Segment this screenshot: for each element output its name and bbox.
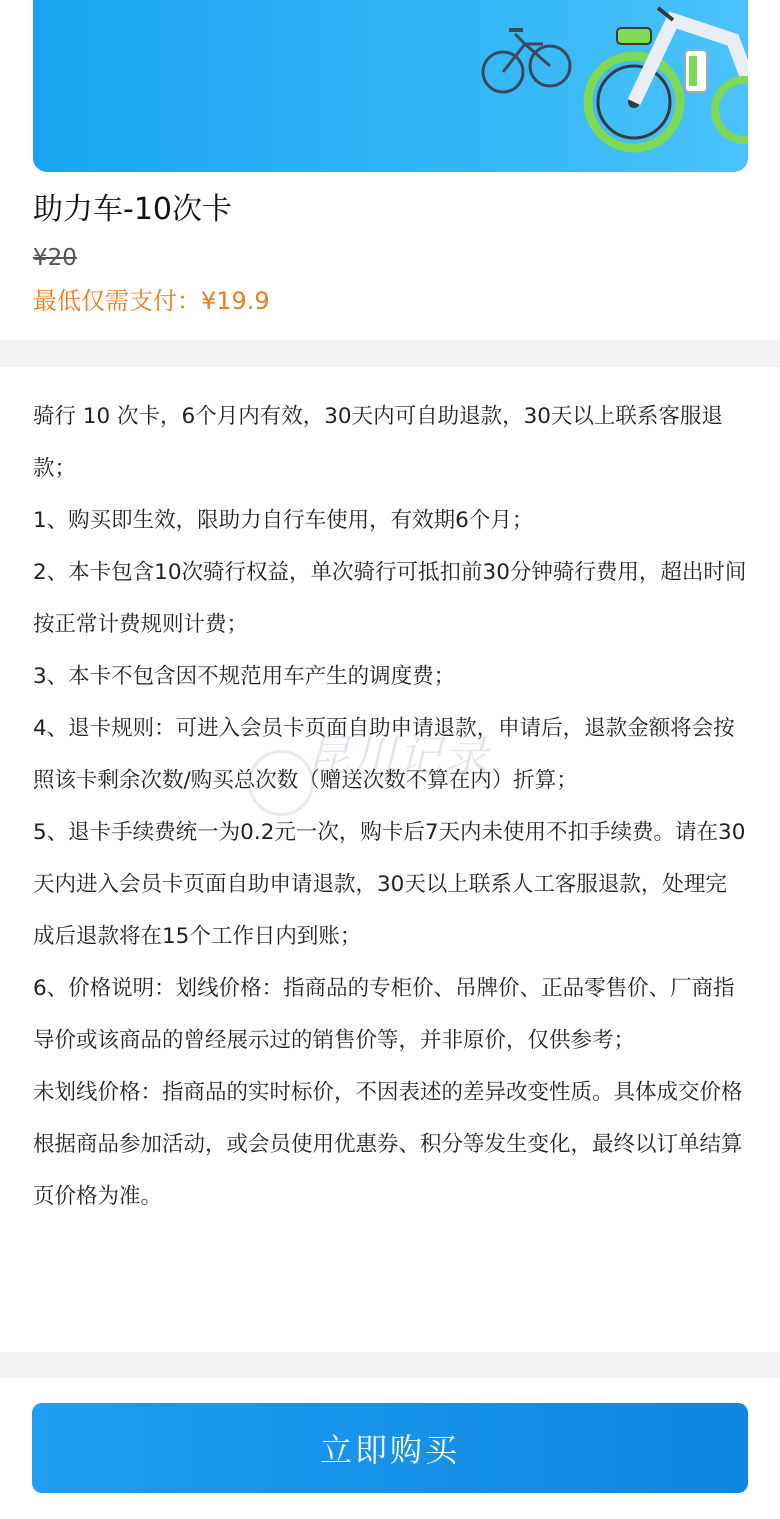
description-paragraph: 1、购买即生效，限助力自行车使用，有效期6个月； bbox=[33, 508, 534, 533]
original-price: ¥20 bbox=[33, 245, 77, 271]
product-card bbox=[0, 0, 780, 340]
description-text bbox=[33, 391, 747, 1223]
description-paragraph: 未划线价格：指商品的实时标价，不因表述的差异改变性质。具体成交价格根据商品参加活动，或会员使用优惠券、积分等发生变化，最终以订单结算页价格为准。 bbox=[33, 1080, 743, 1209]
bicycle-illustration-icon bbox=[33, 0, 748, 172]
product-title: 助力车-10次卡 bbox=[33, 192, 232, 227]
description-card bbox=[0, 367, 780, 1352]
description-paragraph: 骑行 10 次卡，6个月内有效，30天内可自助退款，30天以上联系客服退款； bbox=[33, 404, 723, 481]
product-banner bbox=[33, 0, 748, 172]
description-paragraph: 3、本卡不包含因不规范用车产生的调度费； bbox=[33, 664, 456, 689]
buy-now-button[interactable]: 立即购买 bbox=[32, 1403, 748, 1493]
description-paragraph: 2、本卡包含10次骑行权益，单次骑行可抵扣前30分钟骑行费用，超出时间按正常计费规则计费； bbox=[33, 560, 747, 637]
watermark-text: 昆川记录 bbox=[306, 731, 490, 782]
description-paragraph: 5、退卡手续费统一为0.2元一次，购卡后7天内未使用不扣手续费。请在30天内进入会员卡页面自助申请退款，30天以上联系人工客服退款，处理完成后退款将在15个工作日内到账； bbox=[33, 820, 746, 949]
pay-price: 最低仅需支付：¥19.9 bbox=[33, 287, 270, 315]
footer-bar bbox=[0, 1378, 780, 1519]
description-paragraph: 4、退卡规则：可进入会员卡页面自助申请退款，申请后，退款金额将会按照该卡剩余次数/购买总次数（赠送次数不算在内）折算； bbox=[33, 716, 735, 793]
description-paragraph: 6、价格说明：划线价格：指商品的专柜价、吊牌价、正品零售价、厂商指导价或该商品的曾经展示过的销售价等，并非原价，仅供参考； bbox=[33, 976, 735, 1053]
